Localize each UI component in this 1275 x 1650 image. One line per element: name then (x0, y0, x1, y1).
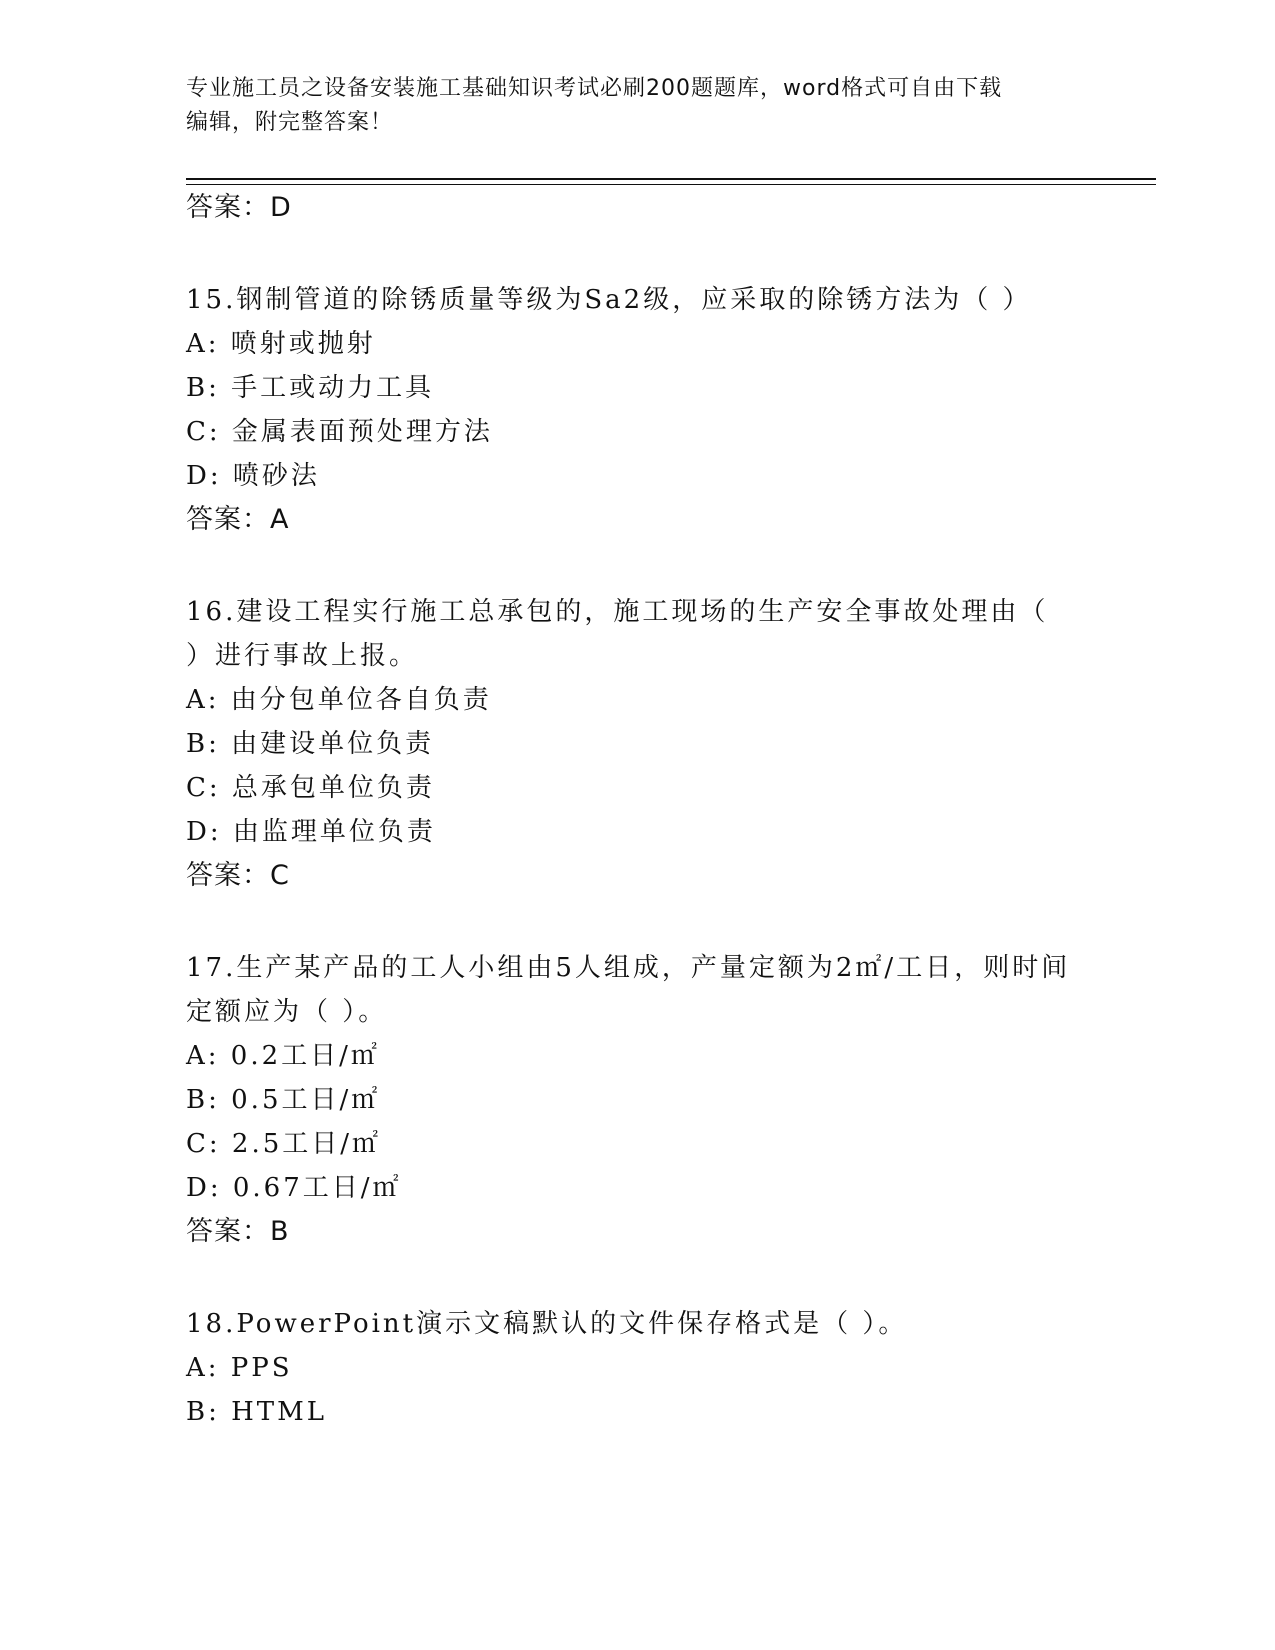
header-rule-thick (186, 178, 1156, 180)
question-15-option-d: D: 喷砂法 (186, 461, 320, 491)
question-16-option-a: A: 由分包单位各自负责 (186, 685, 492, 715)
header-title-line-1: 专业施工员之设备安装施工基础知识考试必刷200题题库，word格式可自由下载 (186, 76, 1003, 101)
page-header (186, 72, 1086, 140)
question-17-option-d: D: 0.67工日/㎡ (186, 1173, 402, 1203)
question-16-option-c: C: 总承包单位负责 (186, 773, 435, 803)
question-16-option-b: B: 由建设单位负责 (186, 729, 435, 759)
header-title-line-2: 编辑，附完整答案！ (186, 110, 394, 135)
question-18-stem: 18.PowerPoint演示文稿默认的文件保存格式是（ ）。 (186, 1309, 908, 1339)
question-17-option-c: C: 2.5工日/㎡ (186, 1129, 382, 1159)
question-16-stem-line-2: ）进行事故上报。 (186, 641, 419, 671)
question-16-stem-line-1: 16.建设工程实行施工总承包的，施工现场的生产安全事故处理由（ (186, 597, 1049, 627)
question-18-option-b: B: HTML (186, 1397, 328, 1427)
question-18-option-a: A: PPS (186, 1353, 293, 1383)
question-17-answer: 答案：B (186, 1216, 290, 1247)
question-15-option-b: B: 手工或动力工具 (186, 373, 435, 403)
question-15-stem: 15.钢制管道的除锈质量等级为Sa2级，应采取的除锈方法为（ ） (186, 285, 1032, 315)
question-15-answer: 答案：A (186, 504, 290, 535)
question-17-stem-line-2: 定额应为（ ）。 (186, 997, 388, 1027)
previous-answer: 答案：D (186, 192, 292, 223)
header-rule-thin (186, 184, 1156, 185)
question-16-option-d: D: 由监理单位负责 (186, 817, 436, 847)
question-17-stem-line-1: 17.生产某产品的工人小组由5人组成，产量定额为2㎡/工日，则时间 (186, 953, 1071, 983)
question-16-answer: 答案：C (186, 860, 290, 891)
question-15-option-a: A: 喷射或抛射 (186, 329, 376, 359)
question-17-option-a: A: 0.2工日/㎡ (186, 1041, 380, 1071)
question-15-option-c: C: 金属表面预处理方法 (186, 417, 493, 447)
question-17-option-b: B: 0.5工日/㎡ (186, 1085, 381, 1115)
